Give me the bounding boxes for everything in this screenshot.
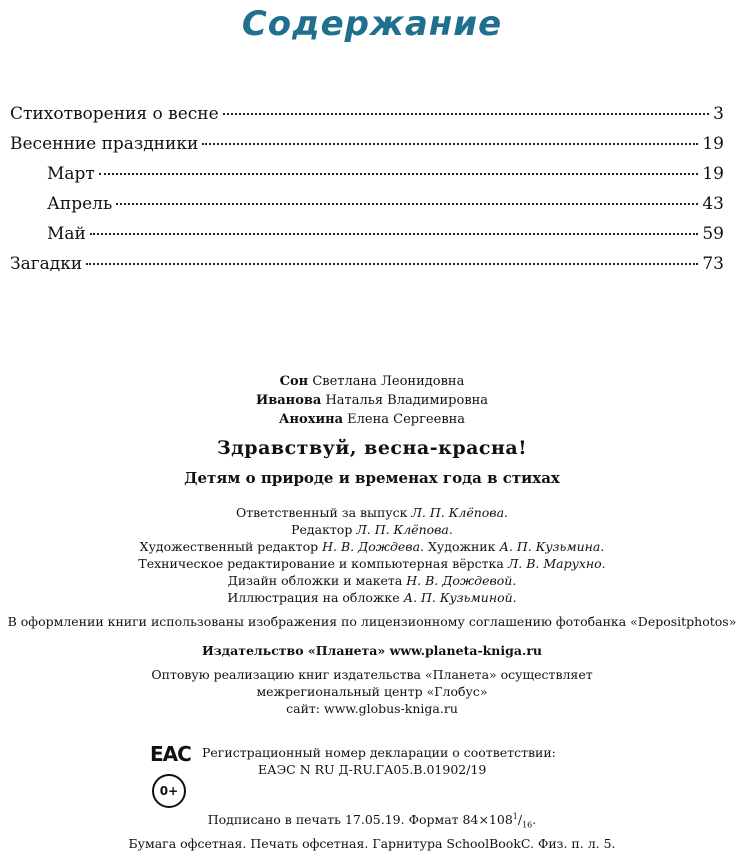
format-fraction-num: 1: [512, 812, 518, 821]
toc-item-label: Весенние праздники: [10, 134, 199, 154]
print-details-line: Подписано в печать 17.05.19. Формат $84\times 108^1/_{16}$.: [207, 812, 537, 830]
credit-line: [0, 589, 744, 606]
certification-block: [150, 742, 590, 806]
toc-subitem[interactable]: [10, 164, 724, 194]
author-name: Наталья Владимировна: [325, 393, 489, 408]
author-name: Светлана Леонидовна: [312, 374, 465, 389]
toc-item[interactable]: [10, 254, 724, 284]
toc-item-page: 59: [702, 224, 724, 244]
distribution-line: межрегиональный центр «Глобус»: [256, 684, 488, 699]
credit-role: Иллюстрация на обложке: [227, 590, 400, 605]
toc-item-page: 19: [702, 164, 724, 184]
toc-leader-dots: [99, 172, 699, 175]
credit-role: Художник: [428, 539, 496, 554]
distribution-info: [0, 666, 744, 717]
credit-person: Л. П. Клёпова.: [356, 522, 453, 537]
toc-subitem[interactable]: [10, 224, 724, 254]
author: [0, 391, 744, 410]
toc-leader-dots: [223, 112, 709, 115]
toc-item-page: 43: [702, 194, 724, 214]
credit-role: Ответственный за выпуск: [235, 505, 408, 520]
author-surname: Анохина: [278, 412, 344, 427]
credit-line: [0, 504, 744, 521]
credit-role: Дизайн обложки и макета: [227, 573, 403, 588]
toc-item-label: Загадки: [10, 254, 83, 274]
credit-line: [0, 555, 744, 572]
publisher: Издательство «Планета» www.planeta-kniga.ru: [201, 643, 542, 658]
credit-person: Н. В. Дождевой.: [406, 573, 517, 588]
toc-item-page: 19: [702, 134, 724, 154]
eac-mark-icon: ЕАС: [150, 742, 191, 766]
book-title: Здравствуй, весна-красна!: [216, 437, 528, 459]
toc-leader-dots: [86, 262, 698, 265]
toc-item-label: Апрель: [47, 194, 113, 214]
table-of-contents: [10, 104, 724, 284]
toc-item-label: Май: [47, 224, 86, 244]
age-rating-icon: 0+: [152, 774, 186, 808]
toc-item[interactable]: [10, 104, 724, 134]
credit-person: Л. В. Марухно.: [507, 556, 606, 571]
toc-title: Содержание: [241, 4, 503, 44]
authors: [0, 372, 744, 429]
distribution-line: Оптовую реализацию книг издательства «Планета» осуществляет: [151, 667, 593, 682]
print-details: [0, 808, 744, 853]
credit-role: Художественный редактор: [139, 539, 319, 554]
credit-line: [0, 572, 744, 589]
credit-person: Н. В. Дождева.: [322, 539, 425, 554]
credit-line: [0, 521, 744, 538]
book-subtitle: Детям о природе и временах года в стихах: [184, 469, 560, 487]
author: [0, 372, 744, 391]
credit-role: Редактор: [291, 522, 353, 537]
imprint-block: [0, 372, 744, 717]
toc-subitem[interactable]: [10, 194, 724, 224]
declaration-line: Регистрационный номер декларации о соответствии:: [202, 745, 556, 760]
credits: [0, 504, 744, 606]
author-name: Елена Сергеевна: [347, 412, 466, 427]
author: [0, 410, 744, 429]
credit-person: А. П. Кузьмина.: [499, 539, 605, 554]
print-details-line: Бумага офсетная. Печать офсетная. Гарнитура SchoolBookC. Физ. п. л. 5.: [128, 835, 616, 851]
toc-item-page: 3: [713, 104, 724, 124]
credit-role: Техническое редактирование и компьютерная вёрстка: [138, 556, 504, 571]
toc-item-page: 73: [702, 254, 724, 274]
toc-leader-dots: [202, 142, 698, 145]
author-surname: Сон: [279, 374, 309, 389]
toc-item-label: Стихотворения о весне: [10, 104, 219, 124]
credit-person: А. П. Кузьминой.: [403, 590, 517, 605]
credit-line: [0, 538, 744, 555]
credit-person: Л. П. Клёпова.: [411, 505, 509, 520]
print-format: Подписано в печать 17.05.19. Формат 84×108: [207, 812, 513, 828]
toc-leader-dots: [116, 202, 698, 205]
toc-leader-dots: [90, 232, 698, 235]
toc-item[interactable]: [10, 134, 724, 164]
license-note: В оформлении книги использованы изображения по лицензионному соглашению фотобанка «Depositphotos»: [7, 614, 737, 629]
declaration-number: ЕАЭС N RU Д-RU.ГА05.В.01902/19: [258, 762, 487, 777]
author-surname: Иванова: [255, 393, 322, 408]
distribution-line: сайт: www.globus-kniga.ru: [286, 701, 458, 716]
format-fraction-den: 16: [522, 820, 533, 830]
toc-item-label: Март: [47, 164, 95, 184]
print-format-end: .: [532, 812, 537, 828]
declaration-text: [202, 744, 556, 778]
